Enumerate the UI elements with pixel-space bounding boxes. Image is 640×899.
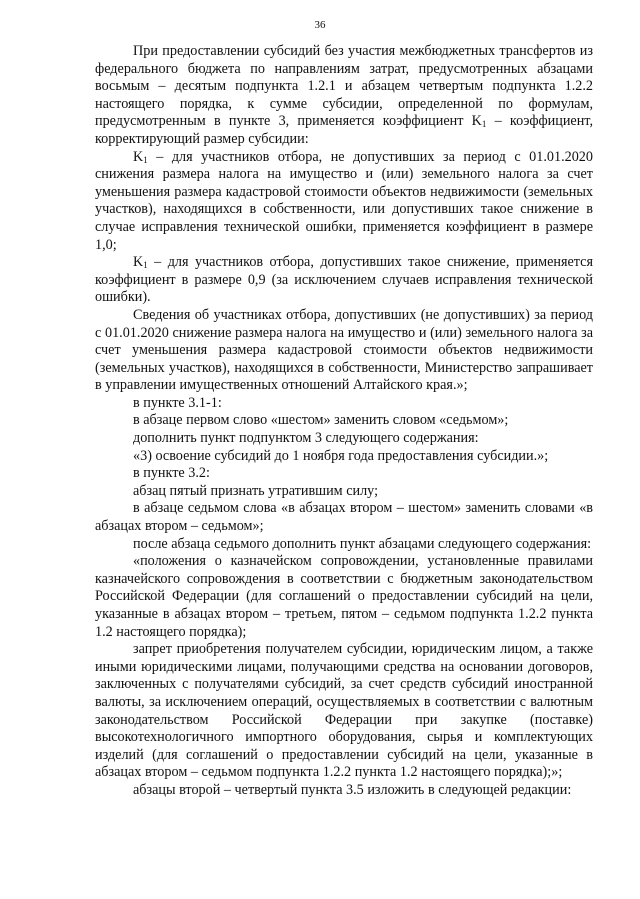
- paragraph-text: – для участников отбора, допустивших такое снижение, применяется коэффициент в размере 0,9 (за исключением случаев исправления технической ошибки).: [95, 254, 593, 306]
- paragraph-currency-ban: запрет приобретения получателем субсидии, юридическим лицом, а также иными юридическими лицами, получающими средства на основании договоров, заключенных с получателями субсидий, за счет средств субсидий иностранной валюты, за исключением операций, осуществляемых в соответствии с валютным законодательством Российской Федерации при закупке (поставке) высокотехнологичного импортного оборудования, сырья и комплектующих изделий (для соглашений о предоставлении субсидий на цели, указанные в абзацах втором – седьмом подпункта 1.2.2 пункта 1.2 настоящего порядка);»;: [95, 641, 593, 781]
- paragraph-add-subitem: дополнить пункт подпунктом 3 следующего содержания:: [133, 430, 479, 447]
- paragraph-coefficient-0-9: [95, 254, 593, 307]
- paragraph-text: – для участников отбора, не допустивших за период с 01.01.2020 снижения размера налога на имущество и (или) земельного налога за счет уменьшения размера кадастровой стоимости объектов недвижимости (земельных участков), находящихся в собственности, или допустивших такое снижение в случае исправления технической ошибки, применяется коэффициент в размере 1,0;: [95, 148, 593, 253]
- paragraph-item-3-2: в пункте 3.2:: [133, 465, 210, 482]
- coefficient-symbol: K: [133, 254, 144, 271]
- subscript: 1: [481, 119, 487, 130]
- paragraph-item-3-5: абзацы второй – четвертый пункта 3.5 изложить в следующей редакции:: [133, 781, 572, 798]
- page-number: 36: [314, 19, 326, 31]
- paragraph-replace-word: в абзаце первом слово «шестом» заменить словом «седьмом»;: [133, 412, 509, 429]
- document-body: [95, 43, 593, 800]
- paragraph-replace-words: в абзаце седьмом слова «в абзацах втором – шестом» заменить словами «в абзацах втором – седьмом»;: [95, 500, 593, 535]
- paragraph-participants-info: Сведения об участниках отбора, допустивших (не допустивших) за период с 01.01.2020 снижение размера налога на имущество и (или) земельного налога за счет уменьшения размера кадастровой стоимости объектов недвижимости (земельных участков), находящихся в собственности, Министерство запрашивает в управлении имущественных отношений Алтайского края.»;: [95, 306, 593, 394]
- coefficient-symbol: K: [133, 148, 144, 165]
- paragraph-invalidate: абзац пятый признать утратившим силу;: [133, 482, 379, 499]
- paragraph-item-3-1-1: в пункте 3.1-1:: [133, 394, 222, 411]
- paragraph-treasury-support: «положения о казначейском сопровождении, установленные правилами казначейского сопровождения в соответствии с бюджетным законодательством Российской Федерации (для соглашений о предоставлении субсидий на цели, указанные в абзацах втором – третьем, пятом – седьмом подпункта 1.2.2 пункта 1.2 настоящего порядка);: [95, 553, 593, 640]
- paragraph-add-paragraphs: после абзаца седьмого дополнить пункт абзацами следующего содержания:: [133, 535, 592, 552]
- paragraph-coefficient-1-0: [95, 149, 593, 255]
- paragraph-subitem-3: «3) освоение субсидий до 1 ноября года предоставления субсидии.»;: [133, 447, 549, 464]
- paragraph-text: При предоставлении субсидий без участия межбюджетных трансфертов из федерального бюджета по направлениям затрат, предусмотренных абзацами восьмым – десятым подпункта 1.2.1 и абзацем четвертым подпункта 1.2.2 настоящего порядка, к сумме субсидии, определенной по формулам, предусмотренным в пункте 3, применяется коэффициент K: [95, 43, 593, 130]
- subscript: 1: [143, 154, 148, 165]
- subscript: 1: [143, 260, 148, 271]
- paragraph-text: – коэффициент, корректирующий размер субсидии:: [95, 113, 593, 147]
- paragraph-subsidy-coefficient: [95, 43, 593, 149]
